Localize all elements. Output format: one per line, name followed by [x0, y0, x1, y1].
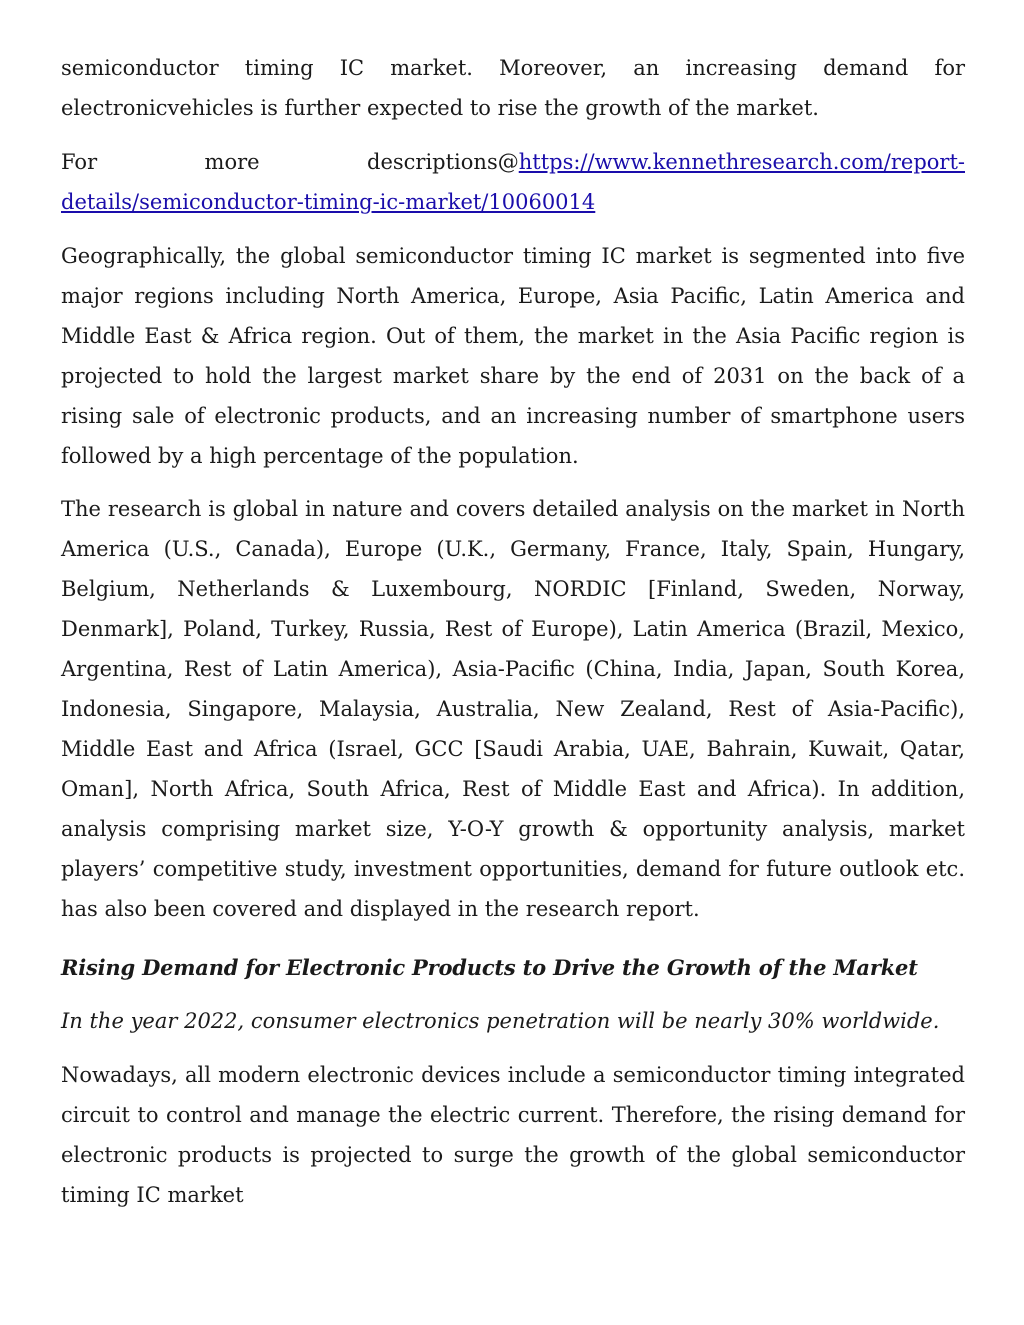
- word-for: For: [61, 150, 98, 174]
- descriptions-label: descriptions@: [367, 150, 519, 174]
- intro-paragraph: semiconductor timing IC market. Moreover, an increasing demand for electronicvehicles is further expected to rise the growth of the market.: [61, 56, 965, 120]
- report-link-part-2[interactable]: details/semiconductor-timing-ic-market/10060014: [61, 190, 596, 214]
- more-descriptions-paragraph: [61, 142, 965, 222]
- more-descriptions-line-2: [61, 182, 965, 222]
- descriptions-with-link: [367, 142, 965, 182]
- more-descriptions-line: [61, 142, 965, 182]
- section-body-paragraph: Nowadays, all modern electronic devices include a semiconductor timing integrated circuit to control and manage the electric current. Therefore, the rising demand for electronic products is projected to surge the growth of the global semiconductor timing IC market: [61, 1063, 965, 1207]
- section-subheading: In the year 2022, consumer electronics penetration will be nearly 30% worldwide.: [61, 1009, 940, 1033]
- geography-paragraph: Geographically, the global semiconductor timing IC market is segmented into five major regions including North America, Europe, Asia Pacific, Latin America and Middle East & Africa region. Out of them, the market in the Asia Pacific region is projected to hold the largest market share by the end of 2031 on the back of a rising sale of electronic products, and an increasing number of smartphone users followed by a high percentage of the population.: [61, 244, 965, 468]
- report-link-part-1[interactable]: https://www.kennethresearch.com/report-: [518, 150, 965, 174]
- word-more: more: [204, 150, 260, 174]
- section-heading: Rising Demand for Electronic Products to Drive the Growth of the Market: [61, 955, 918, 980]
- research-scope-paragraph: The research is global in nature and covers detailed analysis on the market in North America (U.S., Canada), Europe (U.K., Germany, France, Italy, Spain, Hungary, Belgium, Netherlands & Luxembourg, NORDIC [Finland, Sweden, Norway, Denmark], Poland, Turkey, Russia, Rest of Europe), Latin America (Brazil, Mexico, Argentina, Rest of Latin America), Asia-Pacific (China, India, Japan, South Korea, Indonesia, Singapore, Malaysia, Australia, New Zealand, Rest of Asia-Pacific), Middle East and Africa (Israel, GCC [Saudi Arabia, UAE, Bahrain, Kuwait, Qatar, Oman], North Africa, South Africa, Rest of Middle East and Africa). In addition, analysis comprising market size, Y-O-Y growth & opportunity analysis, market players’ competitive study, investment opportunities, demand for future outlook etc. has also been covered and displayed in the research report.: [61, 497, 965, 921]
- document-page: [61, 48, 965, 1215]
